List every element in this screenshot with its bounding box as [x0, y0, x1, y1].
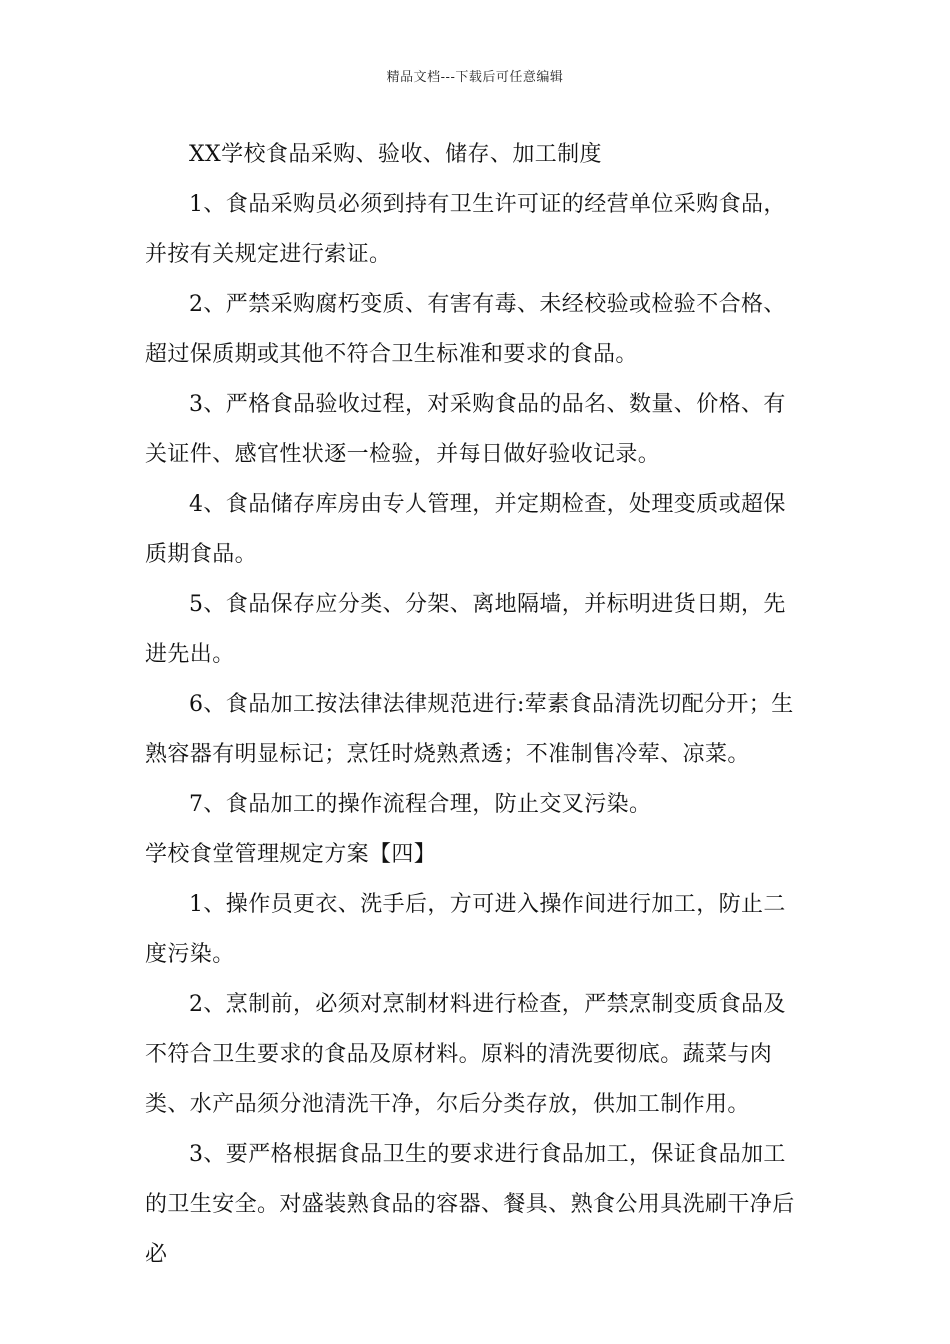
section-heading: 学校食堂管理规定方案【四】 [145, 842, 437, 867]
rule-item-2: 2、烹制前，必须对烹制材料进行检查，严禁烹制变质食品及不符合卫生要求的食品及原材料。原料的清洗要彻底。蔬菜与肉类、水产品须分池清洗干净，尔后分类存放，供加工制作用。 [145, 992, 786, 1117]
rule-item-1: 1、食品采购员必须到持有卫生许可证的经营单位采购食品，并按有关规定进行索证。 [145, 192, 786, 267]
rule-item-5: 5、食品保存应分类、分架、离地隔墙，并标明进货日期，先进先出。 [145, 592, 786, 667]
rule-item-2: 2、严禁采购腐朽变质、有害有毒、未经校验或检验不合格、超过保质期或其他不符合卫生标准和要求的食品。 [145, 292, 786, 367]
rule-item-6: 6、食品加工按法律法律规范进行:荤素食品清洗切配分开；生熟容器有明显标记；烹饪时烧熟煮透；不准制售冷荤、凉菜。 [145, 692, 794, 767]
document-title: XX学校食品采购、验收、储存、加工制度 [189, 142, 602, 167]
rule-item-1: 1、操作员更衣、洗手后，方可进入操作间进行加工，防止二度污染。 [145, 892, 786, 967]
rule-item-3: 3、严格食品验收过程，对采购食品的品名、数量、价格、有关证件、感官性状逐一检验，并每日做好验收记录。 [145, 392, 786, 467]
rule-item-3: 3、要严格根据食品卫生的要求进行食品加工，保证食品加工的卫生安全。对盛装熟食品的容器、餐具、熟食公用具洗刷干净后必 [145, 1142, 795, 1267]
rule-item-4: 4、食品储存库房由专人管理，并定期检查，处理变质或超保质期食品。 [145, 492, 786, 567]
rule-item-7: 7、食品加工的操作流程合理，防止交叉污染。 [189, 792, 652, 817]
page-header: 精品文档---下载后可任意编辑 [386, 70, 564, 85]
document-body [145, 130, 807, 1280]
